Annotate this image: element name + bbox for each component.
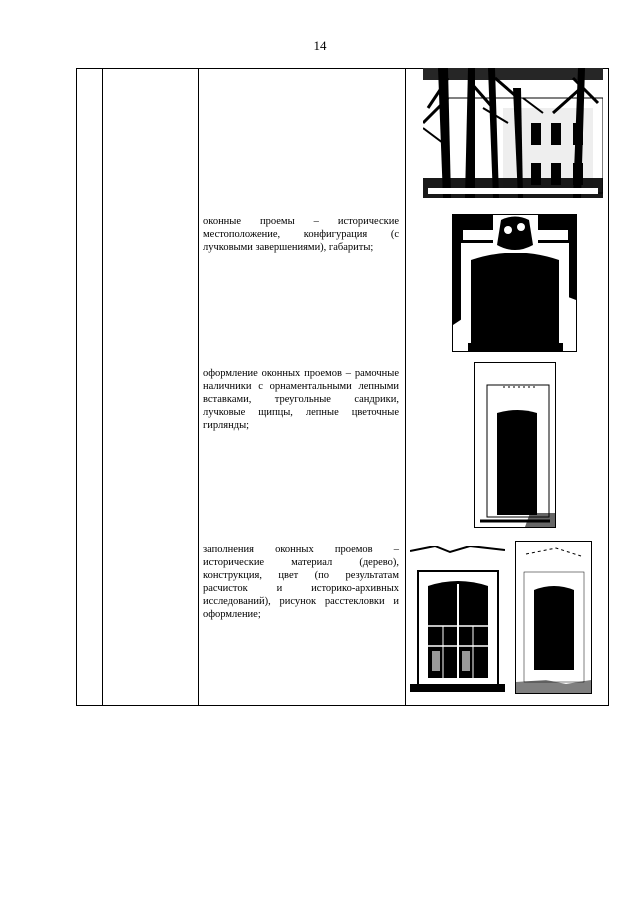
photo-window-glazing: [410, 546, 505, 692]
column-divider: [405, 69, 406, 705]
column-divider: [198, 69, 199, 705]
row-text-window-decoration: оформление оконных проемов – рамочные наличники с орнаментальными лепными вставками, треугольные сандрики, лучковые щипцы, лепные цветочные гирлянды;: [203, 368, 399, 431]
photo-window-plain: [515, 541, 592, 694]
page-number: 14: [313, 38, 327, 53]
photo-window-arch: [452, 214, 577, 352]
row-text-window-fillings: заполнения оконных проемов – исторические материал (дерево), конструкция, цвет (по результатам расчисток и историко-архивных исследований), рисунок расстекловки и оформление;: [203, 544, 399, 620]
column-divider: [102, 69, 103, 705]
row-text-window-openings: оконные проемы – исторические местоположение, конфигурация (с лучковыми завершениями), габариты;: [203, 216, 399, 253]
photo-building-facade: [423, 68, 603, 198]
photo-window-casing: [474, 362, 556, 528]
